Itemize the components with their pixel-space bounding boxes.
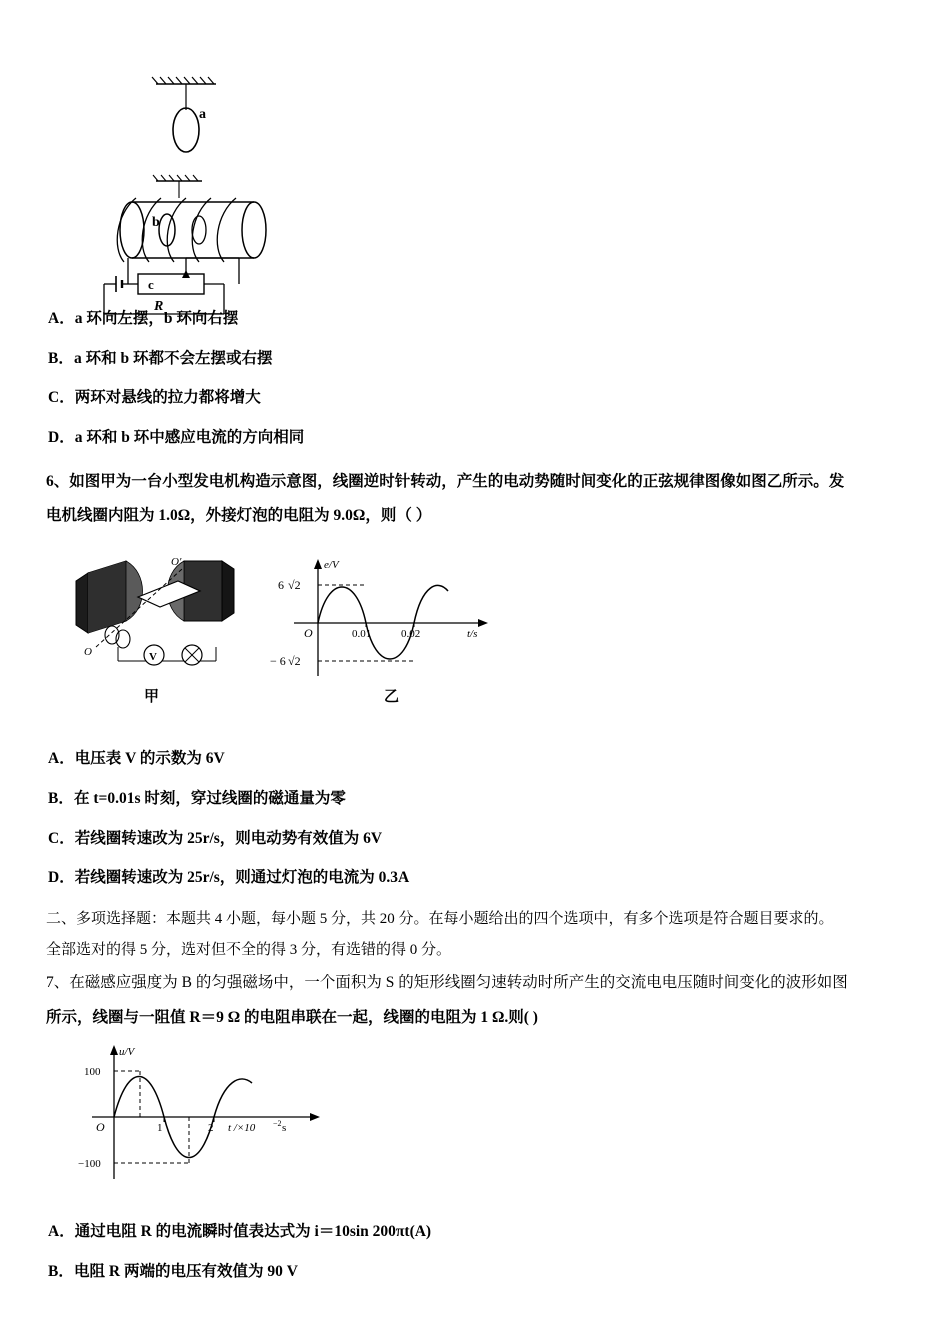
- emf-ybottom-radical: √2: [288, 654, 301, 669]
- figure-generator-and-emf-graph: [66, 551, 904, 716]
- voltmeter-icon: V: [149, 651, 157, 664]
- voltage-waveform-graph: [56, 1039, 356, 1189]
- label-rheostat-c: c: [148, 277, 154, 292]
- q5-option-c: [46, 387, 904, 409]
- q6-stem-line2: 电机线圈内阻为 1.0Ω，外接灯泡的电阻为 9.0Ω，则（ ）: [46, 506, 432, 524]
- q6-option-a-label: A．: [48, 750, 75, 768]
- q7-option-a-text: 通过电阻 R 的电流瞬时值表达式为 i＝10sin 200πt(A): [74, 1222, 432, 1240]
- emf-ytop-radical: √2: [288, 578, 301, 593]
- u-ybottom-label: −100: [78, 1157, 101, 1170]
- label-ring-a: a: [199, 107, 206, 122]
- induction-rings-diagram: [94, 48, 354, 314]
- q6-option-b-label: B．: [48, 789, 74, 807]
- q7-stem-line1: 7、在磁感应强度为 B 的匀强磁场中，一个面积为 S 的矩形线圈匀速转动时所产生的交流电电压随时间变化的波形如图: [46, 974, 848, 992]
- section2-line2: 全部选对的得 5 分，选对但不全的得 3 分，有选错的得 0 分。: [46, 941, 452, 958]
- q7-option-a-label: A．: [48, 1222, 75, 1240]
- emf-ytop-label: 6: [278, 578, 284, 593]
- q5-option-d-text: a 环和 b 环中感应电流的方向相同: [74, 429, 305, 447]
- q7-option-b-text: 电阻 R 两端的电压有效值为 90 V: [74, 1262, 298, 1280]
- q7-option-b: [46, 1261, 904, 1283]
- emf-axis-y-label: e/V: [324, 559, 339, 572]
- caption-jia: 甲: [144, 689, 160, 706]
- q6-option-d: [46, 867, 904, 889]
- q5-option-c-text: 两环对悬线的拉力都将增大: [74, 389, 261, 407]
- q6-option-d-label: D．: [48, 869, 75, 887]
- q5-option-b: [46, 348, 904, 370]
- label-coil-b: b: [152, 215, 160, 230]
- label-rotor-top: O′: [171, 556, 182, 569]
- figure-voltage-waveform: [56, 1039, 904, 1189]
- emf-ybottom-label: − 6: [270, 654, 286, 669]
- u-axis-y-label: u/V: [119, 1045, 135, 1058]
- caption-yi: 乙: [384, 689, 400, 706]
- q6-option-d-text: 若线圈转速改为 25r/s，则通过灯泡的电流为 0.3A: [74, 869, 410, 887]
- q5-option-d: [46, 427, 904, 449]
- emf-xtick1-label: 0.01: [352, 628, 372, 641]
- q6-option-c: [46, 828, 904, 850]
- q5-option-b-label: B．: [48, 349, 74, 367]
- q6-option-c-text: 若线圈转速改为 25r/s，则电动势有效值为 6V: [74, 829, 383, 847]
- q5-option-a: [46, 308, 904, 330]
- u-origin-label: O: [96, 1119, 105, 1134]
- section2-line1: 二、多项选择题：本题共 4 小题，每小题 5 分，共 20 分。在每小题给出的四个选项中，有多个选项是符合题目要求的。: [46, 910, 834, 927]
- q5-option-c-label: C．: [48, 389, 75, 407]
- q5-option-a-text: a 环向左摆，b 环向右摆: [74, 310, 239, 327]
- q6-option-a-text: 电压表 V 的示数为 6V: [74, 750, 225, 768]
- generator-emf-diagram: [66, 551, 526, 716]
- emf-xtick2-label: 0.02: [401, 628, 421, 641]
- q6-option-c-label: C．: [48, 829, 75, 847]
- q7-option-b-label: B．: [48, 1262, 74, 1280]
- u-axis-x-exponent: −2: [273, 1118, 282, 1128]
- emf-axis-x-label: t/s: [467, 628, 478, 641]
- u-axis-x-unit: s: [282, 1121, 287, 1134]
- u-axis-x-label: t /×10: [228, 1121, 256, 1134]
- label-resistor-R: R: [154, 299, 164, 314]
- q7-stem-line2: 所示，线圈与一阻值 R＝9 Ω 的电阻串联在一起，线圈的电阻为 1 Ω.则( ): [46, 1008, 538, 1026]
- q6-option-a: [46, 748, 904, 770]
- emf-origin-label: O: [304, 626, 313, 641]
- u-xtick1-label: 1: [157, 1121, 163, 1134]
- q7-option-a: [46, 1221, 904, 1243]
- generator-sketch: [76, 556, 234, 665]
- q5-option-d-label: D．: [48, 429, 75, 447]
- q5-option-b-text: a 环和 b 环都不会左摆或右摆: [74, 349, 273, 367]
- q5-option-a-label: A．: [48, 310, 75, 327]
- u-ytop-label: 100: [84, 1065, 101, 1078]
- figure-induction-rings: [94, 48, 904, 314]
- q6-option-b-text: 在 t=0.01s 时刻，穿过线圈的磁通量为零: [74, 789, 346, 807]
- q6-option-b: [46, 788, 904, 810]
- q6-stem-line1: 6、如图甲为一台小型发电机构造示意图，线圈逆时针转动，产生的电动势随时间变化的正弦规律图像如图乙所示。发: [46, 472, 845, 490]
- label-rotor-bottom: O: [84, 646, 92, 659]
- u-xtick2-label: 2: [208, 1121, 214, 1134]
- emf-sine-graph: [270, 559, 488, 705]
